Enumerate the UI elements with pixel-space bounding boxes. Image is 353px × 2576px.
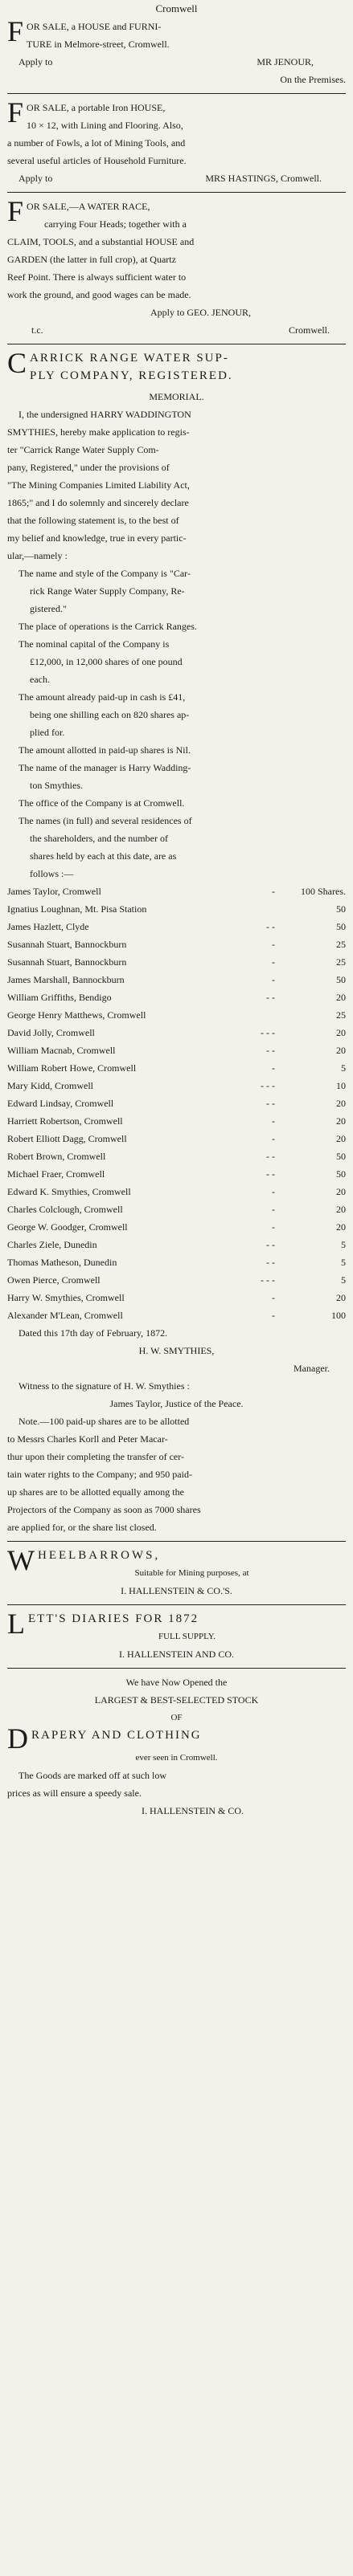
item-line: each. bbox=[30, 674, 50, 685]
share-count: 100 Shares. bbox=[301, 886, 346, 897]
shareholder-row bbox=[7, 1006, 346, 1024]
note-line: Projectors of the Company as soon as 7000 shares bbox=[7, 1504, 201, 1515]
intro-line: SMYTHIES, hereby make application to regis- bbox=[7, 426, 190, 438]
share-count: 50 bbox=[336, 903, 346, 915]
intro-line: I, the undersigned HARRY WADDINGTON bbox=[18, 409, 191, 420]
leader-dashes: - bbox=[272, 1133, 275, 1144]
ad-title: HEELBARROWS, bbox=[37, 1549, 161, 1562]
share-count: 20 bbox=[336, 1186, 346, 1197]
apply-label: Apply to bbox=[18, 56, 53, 67]
shareholder-name: William Griffiths, Bendigo bbox=[7, 992, 112, 1003]
shareholder-row bbox=[7, 1271, 346, 1289]
item-line: The amount allotted in paid-up shares is Nil. bbox=[18, 744, 191, 756]
column-header-word: Cromwell bbox=[155, 2, 198, 14]
share-count: 50 bbox=[336, 974, 346, 985]
shareholder-row bbox=[7, 1041, 346, 1059]
memorial-intro bbox=[7, 406, 346, 565]
shareholder-row bbox=[7, 1306, 346, 1324]
place-name: Cromwell. bbox=[289, 324, 330, 336]
ad-apply: Apply to GEO. JENOUR, bbox=[150, 307, 251, 318]
shareholder-name: George Henry Matthews, Cromwell bbox=[7, 1009, 146, 1021]
shareholder-name: Susannah Stuart, Bannockburn bbox=[7, 956, 127, 968]
intro-line: ter "Carrick Range Water Supply Com- bbox=[7, 444, 159, 455]
item-line: The names (in full) and several residences of bbox=[18, 815, 192, 826]
ad-apply-row bbox=[7, 169, 346, 187]
shareholder-row bbox=[7, 1112, 346, 1130]
note-line: Note.—100 paid-up shares are to be allotted bbox=[18, 1416, 190, 1427]
shareholder-row bbox=[7, 1183, 346, 1200]
shareholder-row bbox=[7, 1253, 346, 1271]
intro-line: that the following statement is, to the best of bbox=[7, 515, 179, 526]
ad-line: 10 × 12, with Lining and Flooring. Also, bbox=[27, 120, 183, 131]
shareholder-name: Robert Brown, Cromwell bbox=[7, 1151, 106, 1162]
memorial-items bbox=[7, 565, 346, 882]
item-line: plied for. bbox=[30, 727, 65, 738]
company-title-line2: PLY COMPANY, REGISTERED. bbox=[30, 369, 233, 382]
share-count: 10 bbox=[336, 1080, 346, 1091]
leader-dashes: - - bbox=[266, 1257, 275, 1268]
divider bbox=[7, 93, 346, 94]
shareholder-row bbox=[7, 935, 346, 953]
witness-line: Witness to the signature of H. W. Smythies : bbox=[18, 1380, 190, 1392]
ad-line: Suitable for Mining purposes, at bbox=[134, 1568, 249, 1578]
divider bbox=[7, 192, 346, 193]
ad-house-furniture bbox=[7, 15, 346, 88]
leader-dashes: - - - bbox=[261, 1080, 275, 1091]
ad-line: TURE in Melmore-street, Cromwell. bbox=[27, 39, 170, 50]
shareholder-row bbox=[7, 1218, 346, 1236]
leader-dashes: - bbox=[272, 1310, 275, 1321]
shareholder-row bbox=[7, 900, 346, 918]
leader-dashes: - bbox=[272, 1292, 275, 1303]
ad-line: prices as will ensure a speedy sale. bbox=[7, 1787, 142, 1799]
leader-dashes: - bbox=[272, 1221, 275, 1233]
intro-line: my belief and knowledge, true in every partic- bbox=[7, 532, 187, 544]
ad-apply-row bbox=[7, 53, 346, 71]
dated-line: Dated this 17th day of February, 1872. bbox=[18, 1327, 168, 1339]
ad-line: work the ground, and good wages can be made. bbox=[7, 289, 191, 300]
shareholder-name: Harriett Robertson, Cromwell bbox=[7, 1115, 123, 1127]
memorial-item bbox=[7, 635, 346, 688]
shareholder-name: William Macnab, Cromwell bbox=[7, 1045, 116, 1056]
note-line: tain water rights to the Company; and 950 paid- bbox=[7, 1469, 192, 1480]
note-line: thur upon their completing the transfer of cer- bbox=[7, 1451, 185, 1462]
shareholder-name: Harry W. Smythies, Cromwell bbox=[7, 1292, 125, 1303]
leader-dashes: - bbox=[272, 1062, 275, 1074]
leader-dashes: - - bbox=[266, 1098, 275, 1109]
shareholder-name: James Taylor, Cromwell bbox=[7, 886, 101, 897]
signer-title: Manager. bbox=[293, 1363, 330, 1374]
shareholder-name: James Marshall, Bannockburn bbox=[7, 974, 125, 985]
drop-cap: F bbox=[7, 15, 24, 47]
intro-line: 1865;" and I do solemnly and sincerely declare bbox=[7, 497, 189, 508]
shareholder-row bbox=[7, 1289, 346, 1306]
divider bbox=[7, 1604, 346, 1605]
ad-line: carrying Four Heads; together with a bbox=[44, 218, 187, 230]
agent-name: MR JENOUR, bbox=[257, 56, 314, 67]
item-line: The name of the manager is Harry Wadding- bbox=[18, 762, 191, 773]
item-line: The office of the Company is at Cromwell. bbox=[18, 797, 185, 809]
ad-line: a number of Fowls, a lot of Mining Tools, and bbox=[7, 137, 186, 149]
shareholder-name: Charles Ziele, Dunedin bbox=[7, 1239, 97, 1250]
signer-name: H. W. SMYTHIES, bbox=[138, 1345, 215, 1356]
ad-footer-row bbox=[7, 321, 346, 339]
share-count: 25 bbox=[336, 939, 346, 950]
shareholder-row bbox=[7, 1200, 346, 1218]
note-line: to Messrs Charles Korll and Peter Macar- bbox=[7, 1433, 168, 1445]
shareholder-name: Thomas Matheson, Dunedin bbox=[7, 1257, 117, 1268]
item-line: gistered." bbox=[30, 603, 67, 614]
memorial-item bbox=[7, 565, 346, 618]
intro-line: ular,—namely : bbox=[7, 550, 68, 561]
ad-drapery-clothing bbox=[7, 1673, 346, 1815]
shareholder-row bbox=[7, 971, 346, 988]
leader-dashes: - bbox=[272, 939, 275, 950]
ad-line: OR SALE,—A WATER RACE, bbox=[27, 201, 150, 212]
share-count: 50 bbox=[336, 921, 346, 932]
memorial-note bbox=[7, 1412, 346, 1536]
memorial-item bbox=[7, 741, 346, 759]
item-line: The name and style of the Company is "Car- bbox=[18, 568, 191, 579]
ad-water-race bbox=[7, 195, 346, 339]
shareholder-name: Michael Fraer, Cromwell bbox=[7, 1168, 105, 1180]
note-line: are applied for, or the share list closed. bbox=[7, 1522, 157, 1533]
leader-dashes: - - bbox=[266, 921, 275, 932]
ad-title: ETT'S DIARIES FOR 1872 bbox=[28, 1612, 199, 1625]
ad-line: The Goods are marked off at such low bbox=[18, 1770, 167, 1781]
ad-line: ever seen in Cromwell. bbox=[135, 1753, 218, 1763]
shareholder-row bbox=[7, 1059, 346, 1077]
share-count: 20 bbox=[336, 1027, 346, 1038]
share-count: 20 bbox=[336, 1221, 346, 1233]
shareholder-name: Robert Elliott Dagg, Cromwell bbox=[7, 1133, 127, 1144]
leader-dashes: - bbox=[272, 1186, 275, 1197]
share-count: 20 bbox=[336, 1204, 346, 1215]
shareholder-name: Ignatius Loughnan, Mt. Pisa Station bbox=[7, 903, 147, 915]
memorial-item bbox=[7, 688, 346, 741]
shareholder-name: Mary Kidd, Cromwell bbox=[7, 1080, 93, 1091]
shareholder-name: Charles Colclough, Cromwell bbox=[7, 1204, 123, 1215]
shareholder-row bbox=[7, 1077, 346, 1094]
item-line: rick Range Water Supply Company, Re- bbox=[30, 585, 185, 597]
drop-cap: L bbox=[7, 1608, 25, 1640]
drop-cap: F bbox=[7, 96, 24, 128]
share-count: 5 bbox=[341, 1274, 346, 1286]
shareholder-row bbox=[7, 1024, 346, 1041]
share-count: 100 bbox=[331, 1310, 346, 1321]
ad-line: CLAIM, TOOLS, and a substantial HOUSE and bbox=[7, 236, 195, 247]
item-line: shares held by each at this date, are as bbox=[30, 850, 177, 862]
shareholder-name: Susannah Stuart, Bannockburn bbox=[7, 939, 127, 950]
shareholder-name: Alexander M'Lean, Cromwell bbox=[7, 1310, 123, 1321]
leader-dashes: - bbox=[272, 956, 275, 968]
memorial-item bbox=[7, 759, 346, 794]
drop-cap: F bbox=[7, 195, 24, 227]
item-line: £12,000, in 12,000 shares of one pound bbox=[30, 656, 183, 667]
apply-label: Apply to bbox=[18, 173, 53, 184]
divider bbox=[7, 1541, 346, 1542]
shareholder-row bbox=[7, 1165, 346, 1183]
item-line: The nominal capital of the Company is bbox=[18, 638, 170, 650]
leader-dashes: - - - bbox=[261, 1274, 275, 1286]
witness-name: James Taylor, Justice of the Peace. bbox=[109, 1398, 244, 1409]
ad-title: RAPERY AND CLOTHING bbox=[31, 1729, 202, 1742]
memorial-item bbox=[7, 618, 346, 635]
ad-iron-house bbox=[7, 96, 346, 187]
leader-dashes: - - bbox=[266, 1045, 275, 1056]
item-line: the shareholders, and the number of bbox=[30, 833, 168, 844]
tc-mark: t.c. bbox=[31, 324, 43, 336]
ad-line: FULL SUPPLY. bbox=[158, 1632, 216, 1641]
ad-seller: I. HALLENSTEIN & CO.'S. bbox=[121, 1585, 232, 1596]
shareholder-name: James Hazlett, Clyde bbox=[7, 921, 89, 932]
share-count: 5 bbox=[341, 1062, 346, 1074]
company-title-line1: ARRICK RANGE WATER SUP- bbox=[30, 352, 229, 365]
ad-wheelbarrows bbox=[7, 1544, 346, 1600]
item-line: The amount already paid-up in cash is £41, bbox=[18, 691, 186, 703]
shareholder-row bbox=[7, 882, 346, 900]
shareholder-row bbox=[7, 918, 346, 935]
drop-cap: C bbox=[7, 347, 27, 379]
item-line: ton Smythies. bbox=[30, 780, 84, 791]
shareholder-row bbox=[7, 1094, 346, 1112]
share-count: 5 bbox=[341, 1239, 346, 1250]
memorial-item bbox=[7, 794, 346, 812]
intro-line: pany, Registered," under the provisions of bbox=[7, 462, 170, 473]
share-count: 50 bbox=[336, 1151, 346, 1162]
ad-line: We have Now Opened the bbox=[125, 1677, 228, 1688]
shareholder-row bbox=[7, 988, 346, 1006]
share-count: 25 bbox=[336, 956, 346, 968]
shareholder-row bbox=[7, 953, 346, 971]
shareholder-name: Edward K. Smythies, Cromwell bbox=[7, 1186, 131, 1197]
leader-dashes: - - bbox=[266, 1239, 275, 1250]
memorial-heading: MEMORIAL. bbox=[149, 391, 204, 402]
share-count: 20 bbox=[336, 992, 346, 1003]
leader-dashes: - bbox=[272, 974, 275, 985]
share-count: 20 bbox=[336, 1045, 346, 1056]
ad-line: OR SALE, a HOUSE and FURNI- bbox=[27, 21, 162, 32]
share-count: 25 bbox=[336, 1009, 346, 1021]
shareholder-name: George W. Goodger, Cromwell bbox=[7, 1221, 128, 1233]
drop-cap: W bbox=[7, 1544, 35, 1576]
leader-dashes: - bbox=[272, 886, 275, 897]
item-line: follows :— bbox=[30, 868, 74, 879]
leader-dashes: - - - bbox=[261, 1027, 275, 1038]
shareholder-list bbox=[7, 882, 346, 1324]
leader-dashes: - - bbox=[266, 1151, 275, 1162]
leader-dashes: - - bbox=[266, 1168, 275, 1180]
memorial-item bbox=[7, 812, 346, 882]
ad-line: LARGEST & BEST-SELECTED STOCK bbox=[94, 1694, 259, 1706]
share-count: 20 bbox=[336, 1133, 346, 1144]
item-line: The place of operations is the Carrick Ranges. bbox=[18, 621, 197, 632]
leader-dashes: - - bbox=[266, 992, 275, 1003]
shareholder-name: Owen Pierce, Cromwell bbox=[7, 1274, 101, 1286]
agent-name: MRS HASTINGS, Cromwell. bbox=[205, 173, 322, 184]
ad-seller: I. HALLENSTEIN AND CO. bbox=[119, 1649, 234, 1660]
shareholder-row bbox=[7, 1130, 346, 1147]
share-count: 20 bbox=[336, 1292, 346, 1303]
ad-line: GARDEN (the latter in full crop), at Quartz bbox=[7, 254, 176, 265]
shareholder-name: David Jolly, Cromwell bbox=[7, 1027, 95, 1038]
leader-dashes: - bbox=[272, 1115, 275, 1127]
shareholder-row bbox=[7, 1236, 346, 1253]
item-line: being one shilling each on 820 shares ap- bbox=[30, 709, 190, 720]
ad-line: OR SALE, a portable Iron HOUSE, bbox=[27, 102, 166, 113]
ad-line: several useful articles of Household Furniture. bbox=[7, 155, 187, 166]
share-count: 20 bbox=[336, 1115, 346, 1127]
intro-line: "The Mining Companies Limited Liability Act, bbox=[7, 479, 190, 491]
share-count: 50 bbox=[336, 1168, 346, 1180]
share-count: 5 bbox=[341, 1257, 346, 1268]
ad-letts-diaries bbox=[7, 1610, 346, 1663]
ad-seller: I. HALLENSTEIN & CO. bbox=[142, 1805, 244, 1816]
ad-line: OF bbox=[170, 1713, 183, 1722]
ad-title-block bbox=[7, 1722, 346, 1755]
share-count: 20 bbox=[336, 1098, 346, 1109]
drop-cap: D bbox=[7, 1722, 28, 1755]
ad-line: Reef Point. There is always sufficient water to bbox=[7, 271, 187, 283]
shareholder-name: William Robert Howe, Cromwell bbox=[7, 1062, 137, 1074]
shareholder-name: Edward Lindsay, Cromwell bbox=[7, 1098, 114, 1109]
premises-note: On the Premises. bbox=[280, 74, 346, 85]
note-line: up shares are to be allotted equally among the bbox=[7, 1486, 184, 1498]
divider bbox=[7, 1668, 346, 1669]
shareholder-row bbox=[7, 1147, 346, 1165]
leader-dashes: - bbox=[272, 1204, 275, 1215]
ad-carrick-range-memorial bbox=[7, 349, 346, 1536]
